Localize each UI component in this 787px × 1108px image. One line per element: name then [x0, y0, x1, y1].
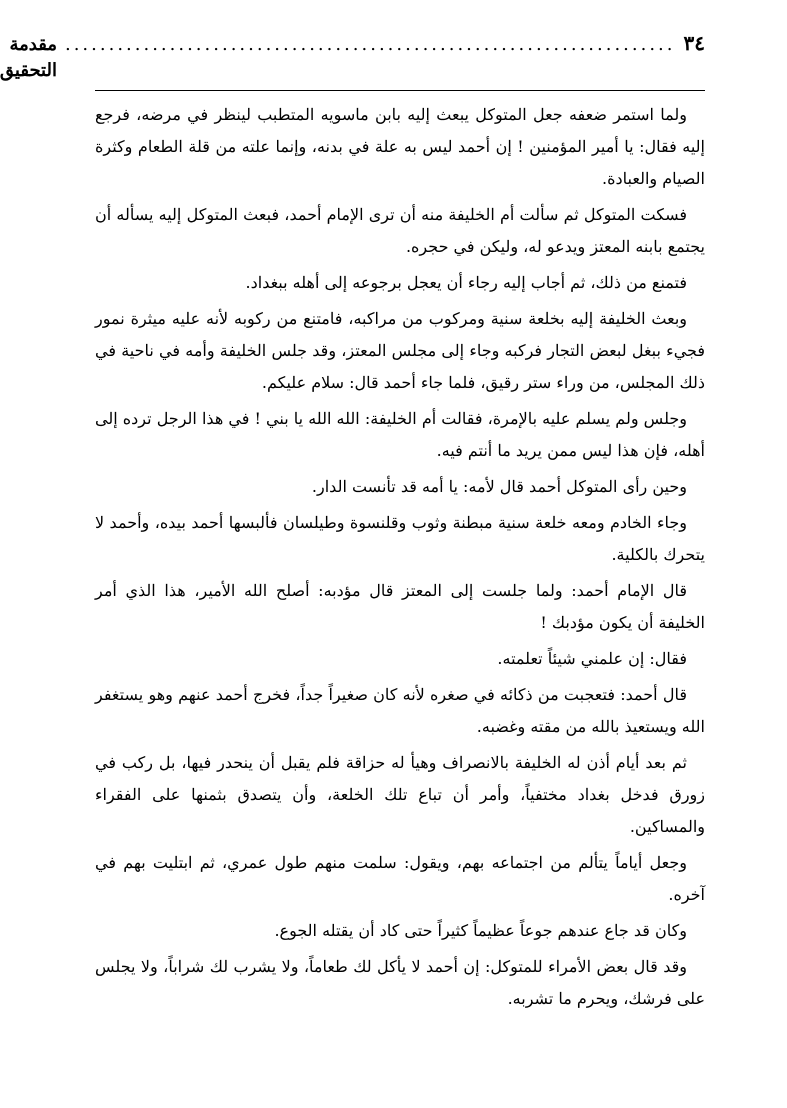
page-number: ٣٤ — [683, 31, 705, 55]
leader-dots: ...................................................................... — [64, 34, 676, 55]
paragraph: فسكت المتوكل ثم سألت أم الخليفة منه أن ترى الإمام أحمد، فبعث المتوكل إليه يسأله أن يجتمع بابنه المعتز ويدعو له، وليكن في حجره. — [95, 205, 705, 256]
paragraph: وجعل أياماً يتألم من اجتماعه بهم، ويقول: سلمت منهم طول عمري، ثم ابتليت بهم في آخره. — [95, 853, 705, 904]
paragraph: فتمنع من ذلك، ثم أجاب إليه رجاء أن يعجل برجوعه إلى أهله ببغداد. — [245, 273, 687, 292]
paragraph: وبعث الخليفة إليه بخلعة سنية ومركوب من مراكبه، فامتنع من ركوبه لأنه عليه ميثرة نمور فجيء ببغل لبعض التجار فركبه وجاء إلى مجلس المعتز، وقد جلس الخليفة وأمه في ناحية في ذلك المجلس، من وراء ستر رقيق، فلما جاء أحمد قال: سلام عليكم. — [95, 309, 706, 392]
paragraph: قال أحمد: فتعجبت من ذكائه في صغره لأنه كان صغيراً جداً، فخرج أحمد عنهم وهو يستغفر الله ويستعيذ بالله من مقته وغضبه. — [95, 685, 705, 736]
paragraph: وكان قد جاع عندهم جوعاً عظيماً كثيراً حتى كاد أن يقتله الجوع. — [274, 921, 687, 940]
running-header — [0, 30, 705, 91]
paragraph: ولما استمر ضعفه جعل المتوكل يبعث إليه بابن ماسويه المتطبب لينظر في مرضه، فرجع إليه فقال: يا أمير المؤمنين ! إن أحمد ليس به علة في بدنه، وإنما علته من قلة الطعام وكثرة الصيام والعبادة. — [95, 105, 705, 188]
page-body — [95, 99, 705, 1015]
paragraph: ثم بعد أيام أذن له الخليفة بالانصراف وهيأ له حزاقة فلم يقبل أن ينحدر فيها، بل ركب في زورق فدخل بغداد مختفياً، وأمر أن تباع تلك الخلعة، وأن يتصدق بثمنها على الفقراء والمساكين. — [95, 753, 705, 836]
paragraph: وقد قال بعض الأمراء للمتوكل: إن أحمد لا يأكل لك طعاماً، ولا يشرب لك شراباً، ولا يجلس على فرشك، ويحرم ما تشربه. — [95, 957, 705, 1008]
running-title: مقدمة التحقيق — [0, 34, 57, 81]
paragraph: قال الإمام أحمد: ولما جلست إلى المعتز قال مؤدبه: أصلح الله الأمير، هذا الذي أمر الخليفة أن يكون مؤدبك ! — [95, 581, 705, 632]
paragraph: وجلس ولم يسلم عليه بالإمرة، فقالت أم الخليفة: الله الله يا بني ! في هذا الرجل ترده إلى أهله، فإن هذا ليس ممن يريد ما أنتم فيه. — [95, 409, 705, 460]
paragraph: فقال: إن علمني شيئاً تعلمته. — [497, 649, 687, 668]
paragraph: وحين رأى المتوكل أحمد قال لأمه: يا أمه قد تأنست الدار. — [311, 477, 687, 496]
paragraph: وجاء الخادم ومعه خلعة سنية مبطنة وثوب وقلنسوة وطيلسان فألبسها أحمد بيده، وأحمد لا يتحرك بالكلية. — [95, 513, 705, 564]
book-page — [0, 30, 706, 1019]
